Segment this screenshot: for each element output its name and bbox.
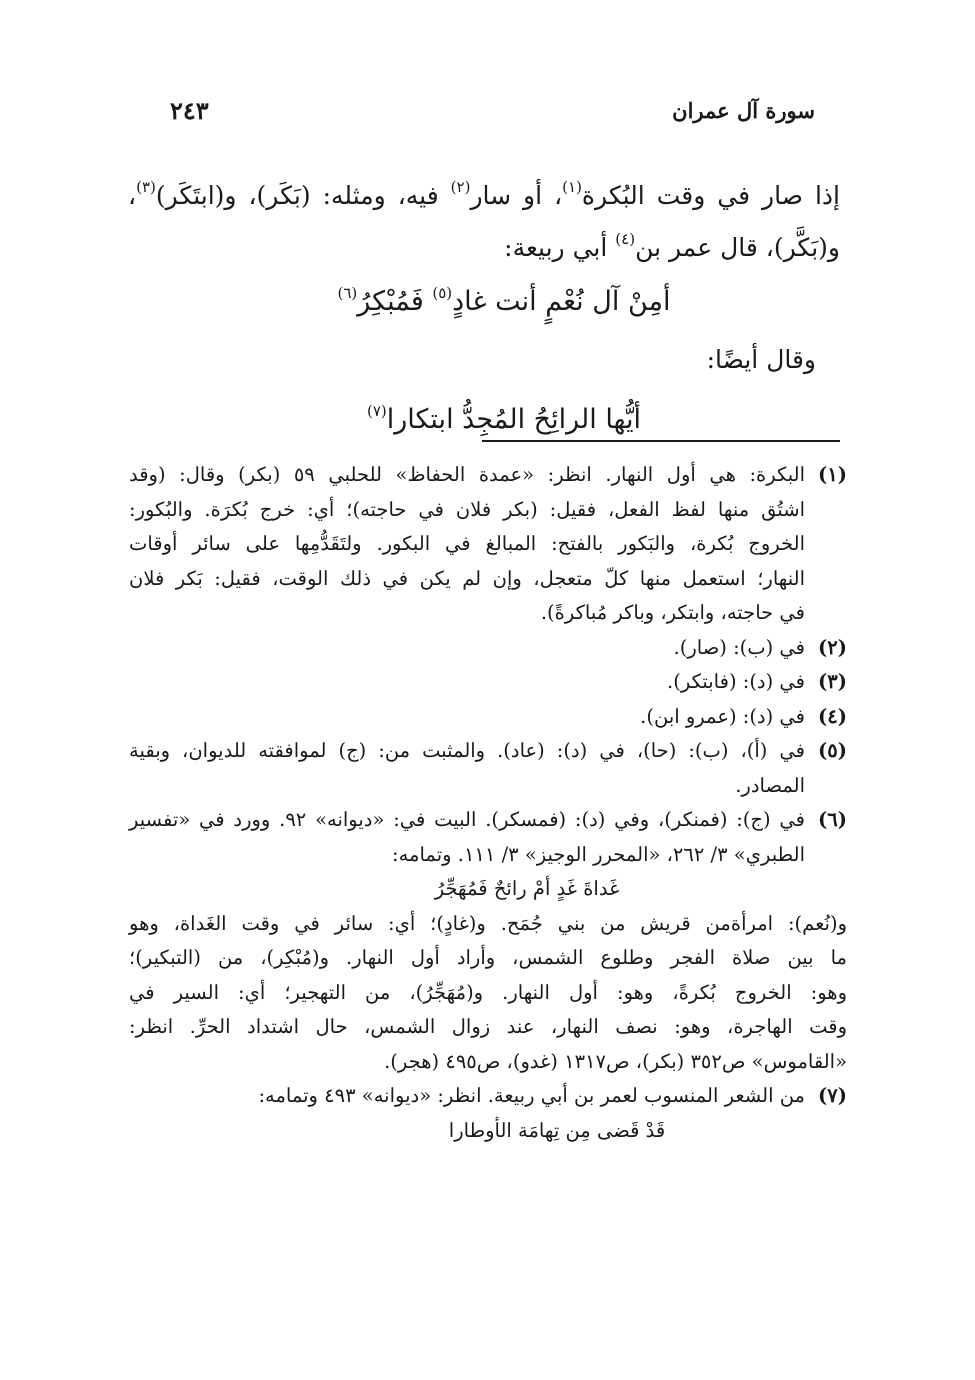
page-header (170, 98, 815, 138)
main-text (128, 170, 840, 448)
footnote-ref-2[interactable]: (٢) (450, 178, 471, 196)
footnote-3: (٣) في (د): (فابتكر). (129, 665, 847, 700)
main-line-1: إذا صار في وقت البُكرة$^{(١)}$، أو سار$^{(٢)}$ فيه، ومثله: (بَكَر)، و(ابتَكَر)$^{(٣)}$، (128, 178, 840, 210)
footnote-number: (١) (818, 463, 847, 486)
verse-intro: وقال أيضًا: (706, 345, 816, 374)
main-line-2: و(بَكَّر)، قال عمر بن$^{(٤)}$ أبي ربيعة: (504, 230, 840, 262)
footnote-number: (٧) (818, 1084, 847, 1107)
footnote-ref-4[interactable]: (٤) (615, 230, 636, 248)
running-title: سورة آل عمران (672, 98, 815, 123)
footnote-number: (٤) (818, 704, 847, 728)
footnote-ref-7[interactable]: (٧) (366, 402, 387, 420)
footnote-number: (٥) (818, 739, 847, 762)
footnote-ref-6[interactable]: (٦) (337, 284, 358, 302)
footnote-verse: قَدْ قَضى مِن تِهامَة الأوطارا (448, 1118, 666, 1142)
footnote-1: (١) البكرة: هي أول النهار. انظر: «عمدة الحفاظ» للحلبي ٥٩ (بكر) وقال: (وقد اشتُق منها لفظ الفعل، فقيل: (بكر فلان في حاجته)؛ أي: خرج بُكرَة. والبُكور: الخروج بُكرة، والبَكور بالفتح: المبالغ في البكور. ولتَقَدُّمِها على سائر أوقات النهار؛ استعمل منها كلّ متعجل، وإن لم يكن في ذلك الوقت، فقيل: بَكر فلان في حاجته، وابتكر، وباكر مُباكرةً). (129, 458, 847, 631)
footnote-ref-3[interactable]: (٣) (136, 178, 156, 196)
footnote-5: (٥) في (أ)، (ب): (حا)، في (د): (عاد). والمثبت من: (ج) لموافقته للديوان، وبقية المصادر. (129, 734, 847, 803)
footnote-ref-5[interactable]: (٥) (432, 284, 453, 302)
footnote-ref-1[interactable]: (١) (562, 178, 582, 196)
footnote-7: (٧) من الشعر المنسوب لعمر بن أبي ربيعة. انظر: «ديوانه» ٤٩٣ وتمامه: قَدْ قَضى مِن تِهامَة الأوطارا (129, 1079, 847, 1148)
verse-1: أمِنْ آل نُعْمٍ أنت غادٍ$^{(٥)}$ فَمُبْكِرُ$^{(٦)}$ (337, 284, 671, 317)
footnote-number: (٢) (818, 635, 847, 659)
page-number: ٢٤٣ (170, 96, 209, 125)
footnote-number: (٦) (818, 808, 847, 831)
footnotes (129, 458, 847, 1148)
footnote-verse: غَداةَ غَدٍ أمْ رائحٌ فَمُهَجِّرُ (434, 877, 620, 900)
verse-2: أيُّها الرائِحُ المُجِدُّ ابتكارا$^{(٧)}$ (366, 402, 642, 435)
footnote-number: (٣) (818, 670, 847, 693)
footnote-2: (٢) في (ب): (صار). (129, 631, 847, 666)
footnote-separator (482, 440, 840, 442)
footnote-4: (٤) في (د): (عمرو ابن). (129, 700, 847, 735)
footnote-6: (٦) في (ج): (فمنكر)، وفي (د): (فمسكر). البيت في: «ديوانه» ٩٢. وورد في «تفسير الطبري» ٣/ ٢٦٢، «المحرر الوجيز» ٣/ ١١١. وتمامه: غَداةَ غَدٍ أمْ رائحٌ فَمُهَجِّرُ و(نُعم): امرأةمن قريش من بني جُمَح. و(غادٍ)؛ أي: سائر في وقت الغَداة، وهو ما بين صلاة الفجر وطلوع الشمس، وأراد أول النهار. و(مُبْكِر)، من (التبكير)؛ وهو: الخروج بُكرةً، وهو: أول النهار. و(مُهَجِّرُ)، من التهجير؛ أي: السير في وقت الهاجرة، وهو: نصف النهار، عند زوال الشمس، حال اشتداد الحرِّ. انظر: «القاموس» ص٣٥٢ (بكر)، ص١٣١٧ (غدو)، ص٤٩٥ (هجر). (129, 803, 847, 1079)
